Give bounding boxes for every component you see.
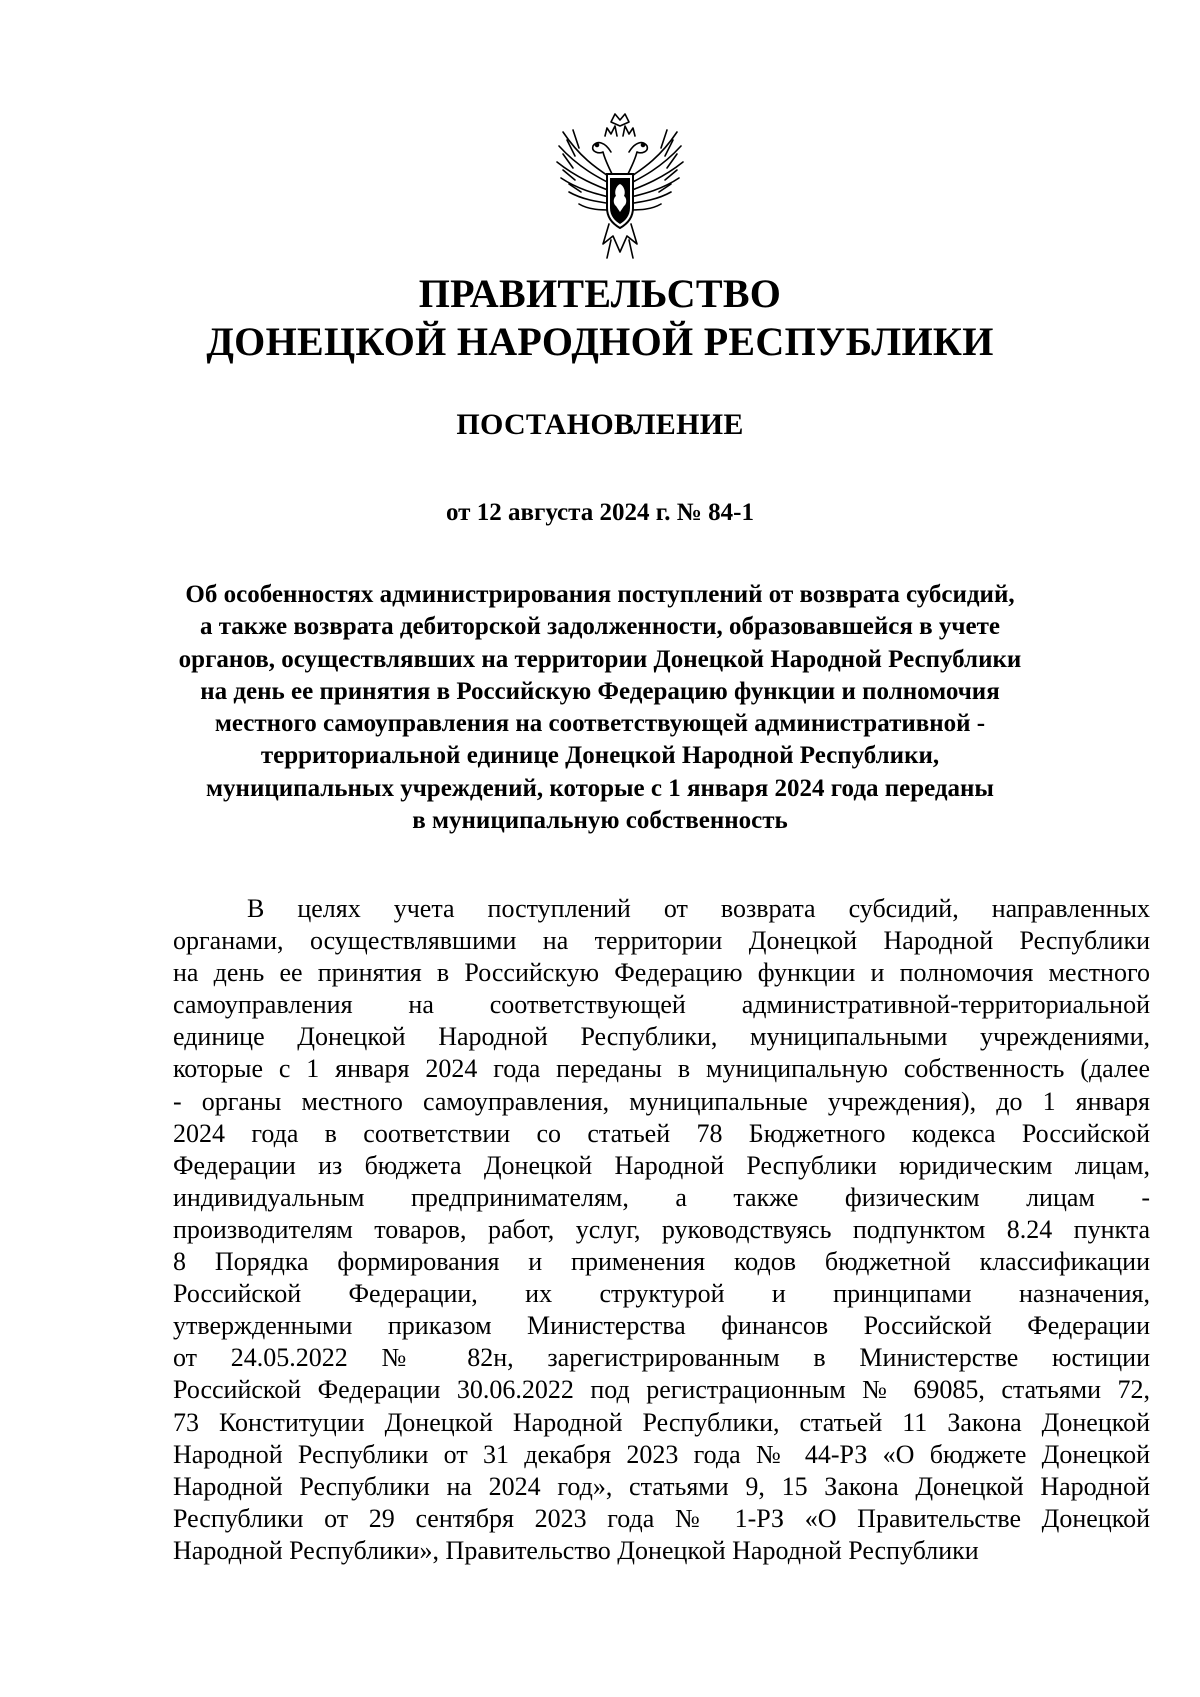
title-line: в муниципальную собственность [412, 807, 788, 835]
body-line: 8 Порядка формирования и применения кодов бюджетной классификации [173, 1247, 1150, 1277]
body-line: индивидуальным предпринимателям, а также физическим лицам - [173, 1182, 1150, 1212]
body-line: самоуправления на соответствующей административной-территориальной [173, 990, 1150, 1020]
title-line: а также возврата дебиторской задолженности, образовавшейся в учете [199, 613, 1001, 641]
body-line: 73 Конституции Донецкой Народной Республики, статьей 11 Закона Донецкой [173, 1407, 1150, 1437]
body-line: Российской Федерации 30.06.2022 под регистрационным № 69085, статьями 72, [173, 1375, 1150, 1405]
body-line: утвержденными приказом Министерства финансов Российской Федерации [173, 1311, 1150, 1341]
body-line: - органы местного самоуправления, муниципальные учреждения), до 1 января [173, 1086, 1150, 1116]
body-line: производителям товаров, работ, услуг, руководствуясь подпунктом 8.24 пункта [173, 1214, 1150, 1244]
body-line: Российской Федерации, их структурой и принципами назначения, [173, 1279, 1150, 1309]
body-line: от 24.05.2022 № 82н, зарегистрированным в Министерстве юстиции [173, 1343, 1150, 1373]
body-line: органами, осуществлявшими на территории Донецкой Народной Республики [173, 926, 1150, 956]
body-line: Народной Республики», Правительство Донецкой Народной Республики [173, 1535, 979, 1565]
body-line: 2024 года в соответствии со статьей 78 Бюджетного кодекса Российской [173, 1118, 1150, 1148]
document-title [170, 579, 1030, 837]
body-line: В целях учета поступлений от возврата субсидий, направленных [247, 894, 1150, 923]
document-type: ПОСТАНОВЛЕНИЕ [456, 408, 744, 441]
organization-title-line1: ПРАВИТЕЛЬСТВО [418, 271, 782, 316]
title-line: на день ее принятия в Российскую Федерацию функции и полномочия [200, 677, 1000, 705]
document-date-number: от 12 августа 2024 г. № 84-1 [446, 499, 754, 526]
organization-title-line2: ДОНЕЦКОЙ НАРОДНОЙ РЕСПУБЛИКИ [206, 319, 994, 364]
title-line: территориальной единице Донецкой Народной Республики, [260, 742, 940, 770]
preamble-paragraph [173, 893, 1150, 1567]
body-line: которые с 1 января 2024 года переданы в муниципальную собственность (далее [173, 1054, 1150, 1084]
title-line: органов, осуществлявших на территории Донецкой Народной Республики [178, 645, 1022, 673]
body-line: Республики от 29 сентября 2023 года № 1-РЗ «О Правительстве Донецкой [173, 1503, 1150, 1533]
body-line: Народной Республики на 2024 год», статьями 9, 15 Закона Донецкой Народной [173, 1471, 1150, 1501]
body-line: на день ее принятия в Российскую Федерацию функции и полномочия местного [173, 958, 1150, 988]
title-line: муниципальных учреждений, которые с 1 января 2024 года переданы [206, 774, 994, 802]
title-line: местного самоуправления на соответствующей административной - [214, 710, 986, 738]
body-line: единице Донецкой Народной Республики, муниципальными учреждениями, [173, 1022, 1150, 1052]
coat-of-arms-icon [553, 112, 687, 262]
body-line: Народной Республики от 31 декабря 2023 года № 44-РЗ «О бюджете Донецкой [173, 1439, 1150, 1469]
title-line: Об особенностях администрирования поступлений от возврата субсидий, [185, 581, 1015, 608]
body-line: Федерации из бюджета Донецкой Народной Республики юридическим лицам, [173, 1150, 1150, 1180]
